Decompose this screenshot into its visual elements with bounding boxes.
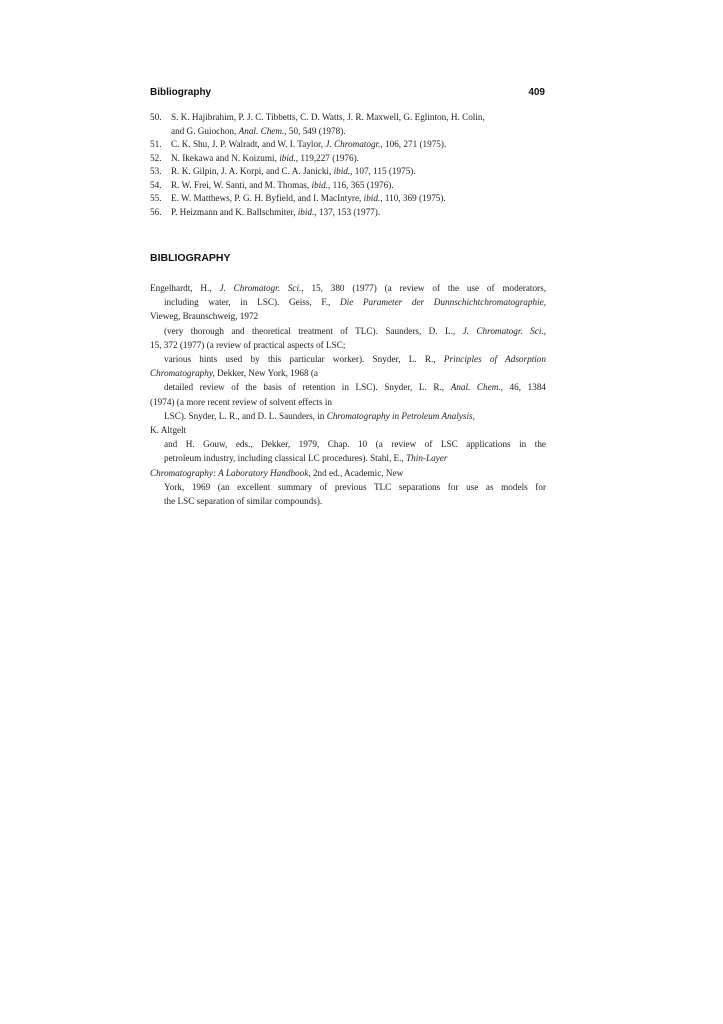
reference-number: 51. bbox=[150, 139, 162, 149]
reference-number: 53. bbox=[150, 166, 162, 176]
bibliography-line: K. Altgelt bbox=[150, 425, 187, 436]
section-heading: BIBLIOGRAPHY bbox=[150, 252, 231, 264]
bibliography-line: 15, 372 (1977) (a review of practical aspects of LSC; bbox=[150, 339, 346, 350]
bibliography-line: LSC). Snyder, L. R., and D. L. Saunders, in Chromatography in Petroleum Analysis, bbox=[164, 410, 475, 421]
bibliography-line: Vieweg, Braunschweig, 1972 bbox=[150, 311, 259, 322]
bibliography-line: various hints used by this particular worker). Snyder, L. R., Principles of Adsorption bbox=[164, 354, 546, 365]
reference-number: 52. bbox=[150, 152, 162, 163]
bibliography-line: (very thorough and theoretical treatment of TLC). Saunders, D. L., J. Chromatogr. Sci., bbox=[164, 325, 546, 336]
bibliography-line: Chromatography, Dekker, New York, 1968 (a bbox=[150, 368, 318, 379]
running-header bbox=[150, 87, 545, 98]
reference-item bbox=[150, 165, 546, 179]
bibliography-line: detailed review of the basis of retention in LSC). Snyder, L. R., Anal. Chem., 46, 1384 bbox=[164, 382, 547, 393]
bibliography-line: the LSC separation of similar compounds). bbox=[164, 496, 323, 507]
reference-item bbox=[150, 206, 546, 220]
page-number: 409 bbox=[528, 87, 545, 98]
reference-item bbox=[150, 192, 546, 206]
reference-line: and G. Guiochon, Anal. Chem., 50, 549 (1978). bbox=[171, 125, 346, 136]
reference-text: N. Ikekawa and N. Koizumi, ibid., 119,227 (1976). bbox=[171, 152, 359, 163]
reference-number: 50. bbox=[150, 112, 162, 122]
reference-item bbox=[150, 152, 546, 166]
reference-text: C. K. Shu, J. P. Walradt, and W. I. Taylor, J. Chromatogr., 106, 271 (1975). bbox=[171, 139, 447, 149]
reference-number: 56. bbox=[150, 206, 162, 217]
reference-text: E. W. Matthews, P. G. H. Byfield, and I. MacIntyre, ibid., 110, 369 (1975). bbox=[171, 193, 446, 203]
reference-number: 54. bbox=[150, 179, 162, 190]
running-header-title: Bibliography bbox=[150, 87, 212, 98]
reference-text: R. K. Gilpin, J. A. Korpi, and C. A. Janicki, ibid., 107, 115 (1975). bbox=[171, 166, 416, 176]
reference-number: 55. bbox=[150, 193, 162, 203]
reference-text: P. Heizmann and K. Ballschmiter, ibid., 137, 153 (1977). bbox=[171, 206, 381, 217]
reference-line: S. K. Hajibrahim, P. J. C. Tibbetts, C. D. Watts, J. R. Maxwell, G. Eglinton, H. Colin, bbox=[171, 112, 485, 122]
bibliography-line: Chromatography: A Laboratory Handbook, 2nd ed., Academic, New bbox=[150, 467, 404, 478]
bibliography-line: and H. Gouw, eds., Dekker, 1979, Chap. 10 (a review of LSC applications in the bbox=[164, 439, 546, 450]
reference-item bbox=[150, 179, 546, 193]
reference-text: R. W. Frei, W. Santi, and M. Thomas, ibid., 116, 365 (1976). bbox=[171, 179, 394, 190]
reference-text bbox=[171, 111, 546, 138]
bibliography-line: petroleum industry, including classical LC procedures). Stahl, E., Thin-Layer bbox=[164, 453, 448, 464]
bibliography-line: including water, in LSC). Geiss, F., Die Parameter der Dunnschichtchromatographie, bbox=[164, 297, 546, 308]
bibliography-line: Engelhardt, H., J. Chromatogr. Sci., 15, 380 (1977) (a review of the use of moderators, bbox=[150, 283, 546, 293]
bibliography-body bbox=[150, 281, 546, 508]
reference-item bbox=[150, 111, 546, 138]
bibliography-line: York, 1969 (an excellent summary of previous TLC separations for use as models for bbox=[164, 481, 546, 492]
bibliography-line: (1974) (a more recent review of solvent effects in bbox=[150, 396, 332, 407]
reference-list bbox=[150, 111, 546, 219]
reference-item bbox=[150, 138, 546, 152]
